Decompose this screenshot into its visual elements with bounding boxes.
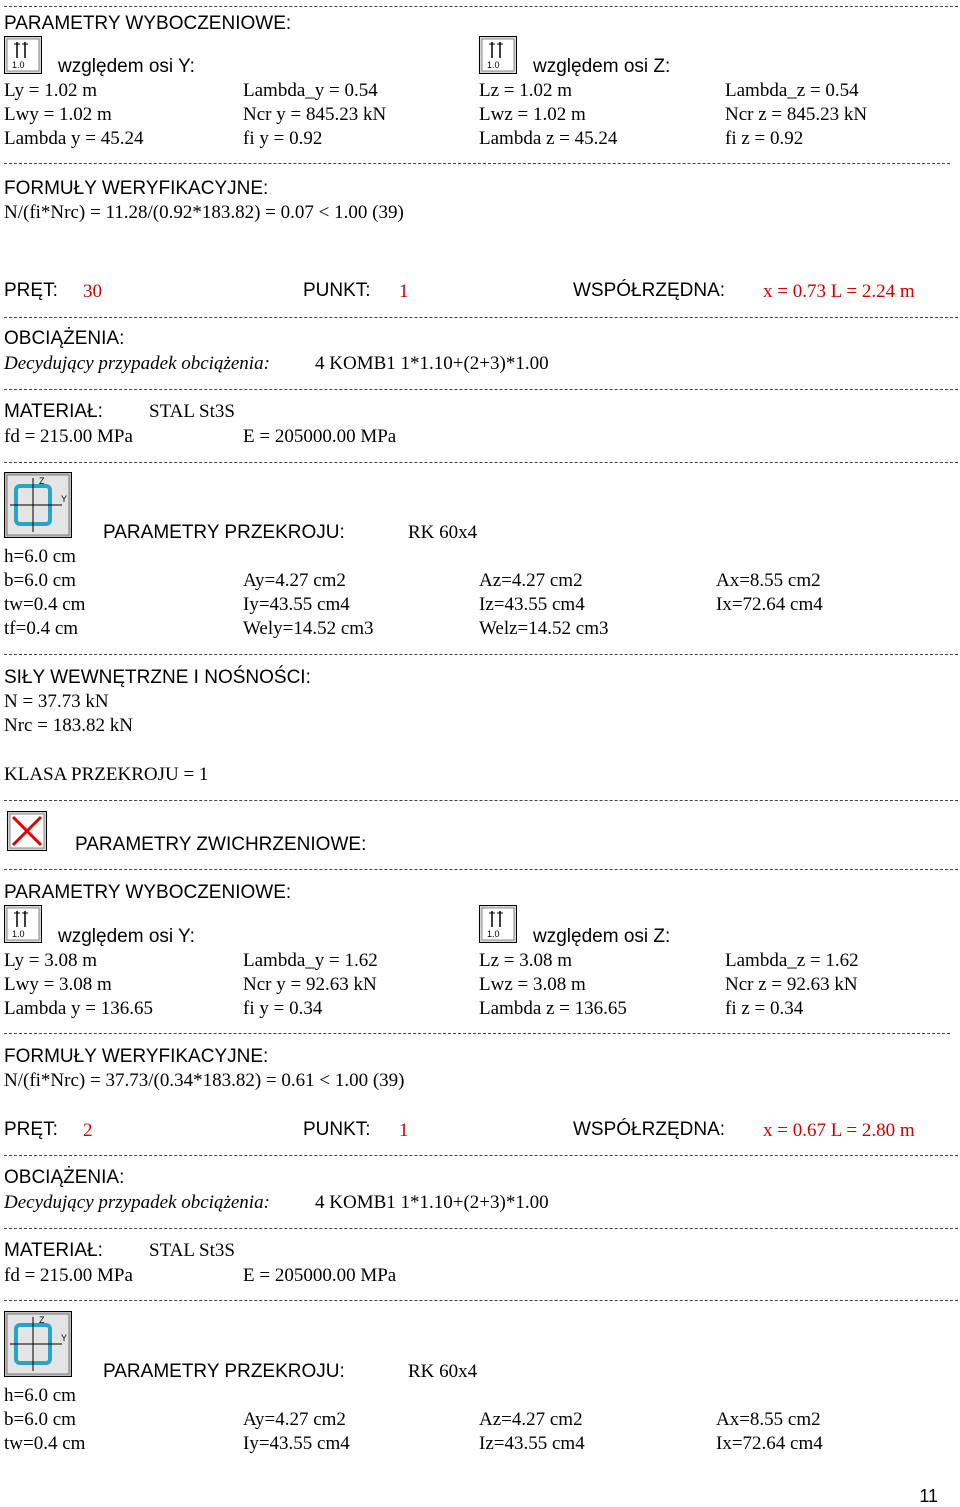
axis-y-label: względem osi Y: — [58, 926, 195, 947]
value: tw=0.4 cm — [4, 594, 86, 615]
svg-text:1.0: 1.0 — [12, 929, 25, 939]
value: fi z = 0.34 — [725, 998, 804, 1019]
bar-label: PRĘT: — [4, 280, 58, 301]
load-case: 4 KOMB1 1*1.10+(2+3)*1.00 — [315, 353, 549, 374]
buckling-length-icon — [4, 905, 42, 943]
value: fi y = 0.92 — [243, 128, 323, 149]
verify-title: FORMUŁY WERYFIKACYJNE: — [4, 1046, 269, 1067]
value: Ax=8.55 cm2 — [716, 1409, 821, 1430]
svg-text:Y: Y — [61, 494, 68, 504]
point-label: PUNKT: — [303, 280, 371, 301]
load-case: 4 KOMB1 1*1.10+(2+3)*1.00 — [315, 1192, 549, 1213]
svg-text:Y: Y — [61, 1333, 68, 1343]
value: Az=4.27 cm2 — [479, 570, 583, 591]
value: Iz=43.55 cm4 — [479, 594, 585, 615]
value: Lambda_z = 0.54 — [725, 80, 859, 101]
value: Ax=8.55 cm2 — [716, 570, 821, 591]
bar-value: 30 — [83, 281, 102, 302]
section-class: KLASA PRZEKROJU = 1 — [4, 764, 209, 785]
value: Lambda z = 136.65 — [479, 998, 627, 1019]
value: Lambda y = 45.24 — [4, 128, 144, 149]
value: b=6.0 cm — [4, 570, 76, 591]
section-name: RK 60x4 — [408, 1361, 478, 1382]
value: N = 37.73 kN — [4, 691, 109, 712]
value: Nrc = 183.82 kN — [4, 715, 133, 736]
red-cross-icon — [7, 811, 47, 851]
value: Lambda_y = 0.54 — [243, 80, 378, 101]
material-value: STAL St3S — [149, 401, 235, 422]
verify-title: FORMUŁY WERYFIKACYJNE: — [4, 178, 269, 199]
separator — [4, 869, 958, 870]
separator — [4, 1300, 958, 1301]
value: Iy=43.55 cm4 — [243, 594, 350, 615]
value: Ncr y = 845.23 kN — [243, 104, 387, 125]
value: Ncr z = 92.63 kN — [725, 974, 858, 995]
material-label: MATERIAŁ: — [4, 401, 103, 422]
separator — [4, 6, 958, 7]
value: Ncr z = 845.23 kN — [725, 104, 868, 125]
value: Iy=43.55 cm4 — [243, 1433, 350, 1454]
value: tf=0.4 cm — [4, 618, 79, 639]
section-title: PARAMETRY PRZEKROJU: — [103, 1361, 345, 1382]
value: Lwz = 1.02 m — [479, 104, 586, 125]
bar-label: PRĘT: — [4, 1119, 58, 1140]
value: Ly = 1.02 m — [4, 80, 98, 101]
value: fd = 215.00 MPa — [4, 1265, 133, 1286]
axis-z-label: względem osi Z: — [533, 926, 671, 947]
svg-text:Z: Z — [39, 1315, 45, 1325]
section-title: PARAMETRY PRZEKROJU: — [103, 522, 345, 543]
value: E = 205000.00 MPa — [243, 426, 397, 447]
value: fi y = 0.34 — [243, 998, 323, 1019]
coord-label: WSPÓŁRZĘDNA: — [573, 280, 726, 301]
value: Ix=72.64 cm4 — [716, 594, 823, 615]
coord-value: x = 0.67 L = 2.80 m — [763, 1120, 915, 1141]
value: E = 205000.00 MPa — [243, 1265, 397, 1286]
separator — [4, 317, 958, 318]
decisive-label: Decydujący przypadek obciążenia: — [4, 353, 270, 374]
separator — [4, 800, 958, 801]
buckling-title: PARAMETRY WYBOCZENIOWE: — [4, 13, 292, 34]
rectangular-hollow-section-icon — [4, 472, 72, 538]
value: Lambda z = 45.24 — [479, 128, 618, 149]
decisive-label: Decydujący przypadek obciążenia: — [4, 1192, 270, 1213]
section-name: RK 60x4 — [408, 522, 478, 543]
value: Ix=72.64 cm4 — [716, 1433, 823, 1454]
value: Lwz = 3.08 m — [479, 974, 586, 995]
separator — [4, 389, 958, 390]
forces-title: SIŁY WEWNĘTRZNE I NOŚNOŚCI: — [4, 667, 311, 688]
bar-value: 2 — [83, 1120, 93, 1141]
value: Ay=4.27 cm2 — [243, 570, 346, 591]
svg-text:Z: Z — [39, 476, 45, 486]
buckling-length-icon — [479, 905, 517, 943]
verify-formula: N/(fi*Nrc) = 11.28/(0.92*183.82) = 0.07 < 1.00 (39) — [4, 202, 404, 223]
buckling-title: PARAMETRY WYBOCZENIOWE: — [4, 882, 292, 903]
value: Az=4.27 cm2 — [479, 1409, 583, 1430]
loads-title: OBCIĄŻENIA: — [4, 328, 125, 349]
axis-y-label: względem osi Y: — [58, 56, 195, 77]
value: fi z = 0.92 — [725, 128, 804, 149]
axis-z-label: względem osi Z: — [533, 56, 671, 77]
value: b=6.0 cm — [4, 1409, 76, 1430]
value: Ay=4.27 cm2 — [243, 1409, 346, 1430]
value: Lambda y = 136.65 — [4, 998, 153, 1019]
value: Ncr y = 92.63 kN — [243, 974, 377, 995]
separator — [4, 654, 958, 655]
svg-text:1.0: 1.0 — [487, 929, 500, 939]
value: Lz = 3.08 m — [479, 950, 573, 971]
material-label: MATERIAŁ: — [4, 1240, 103, 1261]
value: Lz = 1.02 m — [479, 80, 573, 101]
rectangular-hollow-section-icon — [4, 1311, 72, 1377]
value: Welz=14.52 cm3 — [479, 618, 609, 639]
point-value: 1 — [399, 1120, 409, 1141]
point-label: PUNKT: — [303, 1119, 371, 1140]
verify-formula: N/(fi*Nrc) = 37.73/(0.34*183.82) = 0.61 < 1.00 (39) — [4, 1070, 405, 1091]
svg-text:1.0: 1.0 — [487, 60, 500, 70]
value: Wely=14.52 cm3 — [243, 618, 374, 639]
coord-value: x = 0.73 L = 2.24 m — [763, 281, 915, 302]
point-value: 1 — [399, 281, 409, 302]
value: h=6.0 cm — [4, 546, 76, 567]
value: tw=0.4 cm — [4, 1433, 86, 1454]
separator — [4, 1228, 958, 1229]
value: Iz=43.55 cm4 — [479, 1433, 585, 1454]
value: Lwy = 1.02 m — [4, 104, 112, 125]
value: fd = 215.00 MPa — [4, 426, 133, 447]
svg-text:1.0: 1.0 — [12, 60, 25, 70]
value: Ly = 3.08 m — [4, 950, 98, 971]
loads-title: OBCIĄŻENIA: — [4, 1167, 125, 1188]
value: h=6.0 cm — [4, 1385, 76, 1406]
buckling-length-icon — [479, 36, 517, 74]
ltb-title: PARAMETRY ZWICHRZENIOWE: — [75, 834, 367, 855]
separator — [4, 163, 950, 164]
buckling-length-icon — [4, 36, 42, 74]
value: Lambda_y = 1.62 — [243, 950, 378, 971]
coord-label: WSPÓŁRZĘDNA: — [573, 1119, 726, 1140]
value: Lambda_z = 1.62 — [725, 950, 859, 971]
separator — [4, 1033, 950, 1034]
separator — [4, 1155, 958, 1156]
material-value: STAL St3S — [149, 1240, 235, 1261]
value: Lwy = 3.08 m — [4, 974, 112, 995]
page-number: 11 — [919, 1486, 938, 1506]
separator — [4, 462, 958, 463]
